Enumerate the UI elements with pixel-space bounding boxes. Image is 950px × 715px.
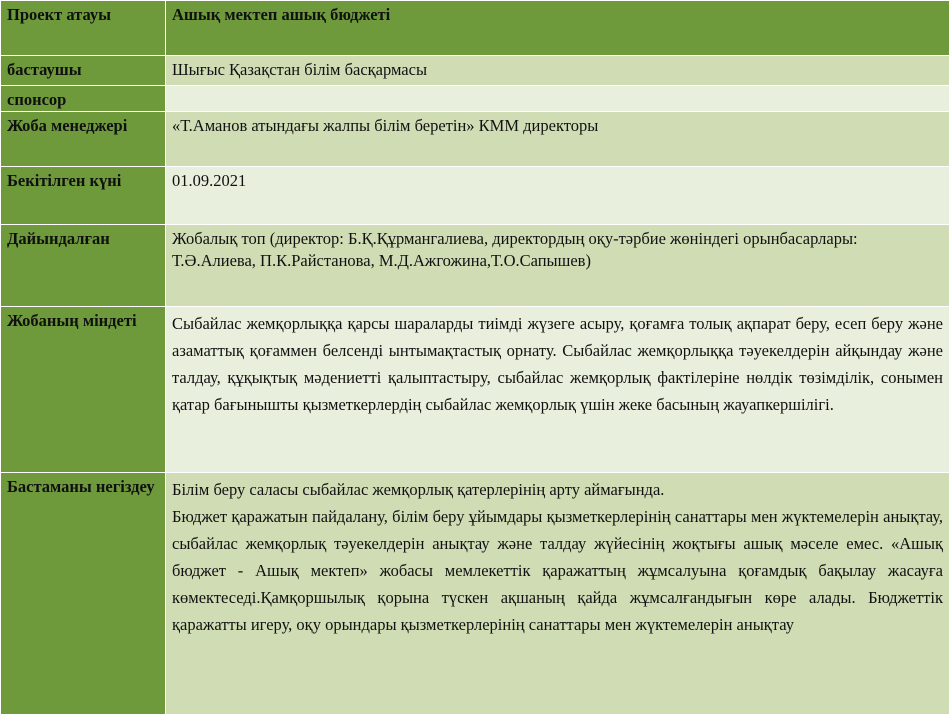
paragraph: Білім беру саласы сыбайлас жемқорлық қатерлерінің арту аймағында. <box>172 480 665 499</box>
table-row <box>1 473 950 715</box>
table-row <box>1 225 950 307</box>
row-label: бастаушы <box>1 56 166 86</box>
row-value: Сыбайлас жемқорлыққа қарсы шараларды тиімді жүзеге асыру, қоғамға толық ақпарат беру, есеп беру және азаматтық қоғаммен белсенді ынтымақтастық орнату. Сыбайлас жемқорлыққа тәуекелдерін айқындау және талдау, құқықтық мәдениетті қалыптастыру, сыбайлас жемқорлық фактілеріне нөлдік төзімділік, сонымен қатар бағынышты қызметкерлердің сыбайлас жемқорлық үшін жеке басының жауапкершілігі. <box>166 307 950 473</box>
row-value: Шығыс Қазақстан білім басқармасы <box>166 56 950 86</box>
table-row <box>1 307 950 473</box>
row-label: Дайындалған <box>1 225 166 307</box>
row-label: Жоба менеджері <box>1 112 166 167</box>
table-row <box>1 167 950 225</box>
row-value: 01.09.2021 <box>166 167 950 225</box>
row-label: Проект атауы <box>1 1 166 56</box>
row-value: Жобалық топ (директор: Б.Қ.Құрмангалиева, директордың оқу-тәрбие жөніндегі орынбасарлары: Т.Ә.Алиева, П.К.Райстанова, М.Д.Ажгожина,Т.О.Сапышев) <box>166 225 950 307</box>
table-row <box>1 1 950 56</box>
project-title: Ашық мектеп ашық бюджеті <box>166 1 950 56</box>
table-row <box>1 112 950 167</box>
row-label: Жобаның міндеті <box>1 307 166 473</box>
table-row <box>1 86 950 112</box>
row-label: Бекітілген күні <box>1 167 166 225</box>
row-label: спонсор <box>1 86 166 112</box>
table-row <box>1 56 950 86</box>
paragraph: Бюджет қаражатын пайдалану, білім беру ұйымдары қызметкерлерінің санаттары мен жүктемелерін анықтау, сыбайлас жемқорлық тәуекелдерін анықтау және талдау жүйесінің жоқтығы ашық мәселе емес. «Ашық бюджет - Ашық мектеп» жобасы мемлекеттік қаражаттың жұмсалуына қоғамдық бақылау жасауға көмектеседі.Қамқоршылық қорына түскен ақшаның қайда жұмсалғандығын көре алады. Бюджеттік қаражатты игеру, оқу орындары қызметкерлерінің санаттары мен жүктемелерін анықтау <box>172 507 943 634</box>
row-value <box>166 473 950 715</box>
row-value <box>166 86 950 112</box>
row-value: «Т.Аманов атындағы жалпы білім беретін» КММ директоры <box>166 112 950 167</box>
row-label: Бастаманы негіздеу <box>1 473 166 715</box>
